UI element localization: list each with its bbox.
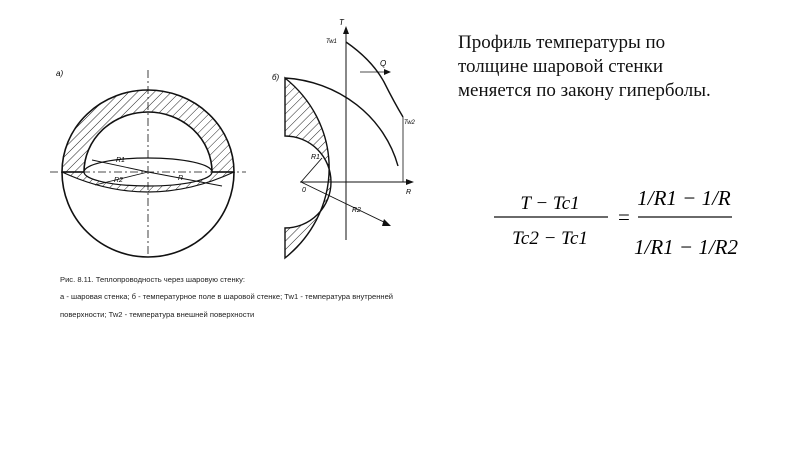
label-r2-b: R2 xyxy=(352,207,361,214)
formula-den-left: Tc2 − Tc1 xyxy=(512,228,588,249)
diagram-a xyxy=(50,69,246,257)
r-axis-arrow xyxy=(406,179,414,185)
tw1-label: Tw1 xyxy=(326,39,337,45)
temperature-formula xyxy=(492,168,792,278)
radius-r1-b xyxy=(301,158,322,182)
r-axis-label: R xyxy=(406,189,412,196)
wall-section xyxy=(285,78,331,258)
figure-caption xyxy=(60,270,450,326)
slide-text-block xyxy=(458,31,788,103)
formula-equals: = xyxy=(618,205,630,229)
zero-label: 0 xyxy=(302,187,306,194)
label-r2-a: R2 xyxy=(114,177,123,184)
q-arrow-head xyxy=(384,69,391,75)
formula-num-right: 1/R1 − 1/R xyxy=(637,186,731,210)
temperature-curve xyxy=(346,42,403,117)
formula-num-left: T − Tc1 xyxy=(520,193,580,214)
label-r-a: R xyxy=(178,175,184,182)
formula-den-right: 1/R1 − 1/R2 xyxy=(634,235,738,259)
label-b: б) xyxy=(272,73,280,82)
tw2-label: Tw2 xyxy=(404,120,415,126)
label-r1-b: R1 xyxy=(311,154,320,161)
slide-text-line-1: Профиль температуры по xyxy=(458,32,666,53)
caption-line-1: Рис. 8.11. Теплопроводность через шаровую стенку: xyxy=(60,275,246,284)
radius-r2-arrow xyxy=(382,219,391,226)
caption-line-2: а - шаровая стенка; б - температурное поле в шаровой стенке; Tw1 - температура внутренней xyxy=(60,292,394,301)
slide-text-line-2: толщине шаровой стенки xyxy=(458,56,663,77)
t-axis-label: T xyxy=(339,18,344,27)
diagram-b xyxy=(272,18,416,258)
t-axis-arrow xyxy=(343,26,349,34)
slide-text-line-3: меняется по закону гиперболы. xyxy=(458,80,711,101)
label-r1-a: R1 xyxy=(116,157,125,164)
sphere-wall-figure xyxy=(0,0,450,260)
q-label: Q xyxy=(380,59,387,68)
label-a: а) xyxy=(56,69,64,78)
caption-line-3: поверхности; Tw2 - температура внешней поверхности xyxy=(60,310,255,319)
